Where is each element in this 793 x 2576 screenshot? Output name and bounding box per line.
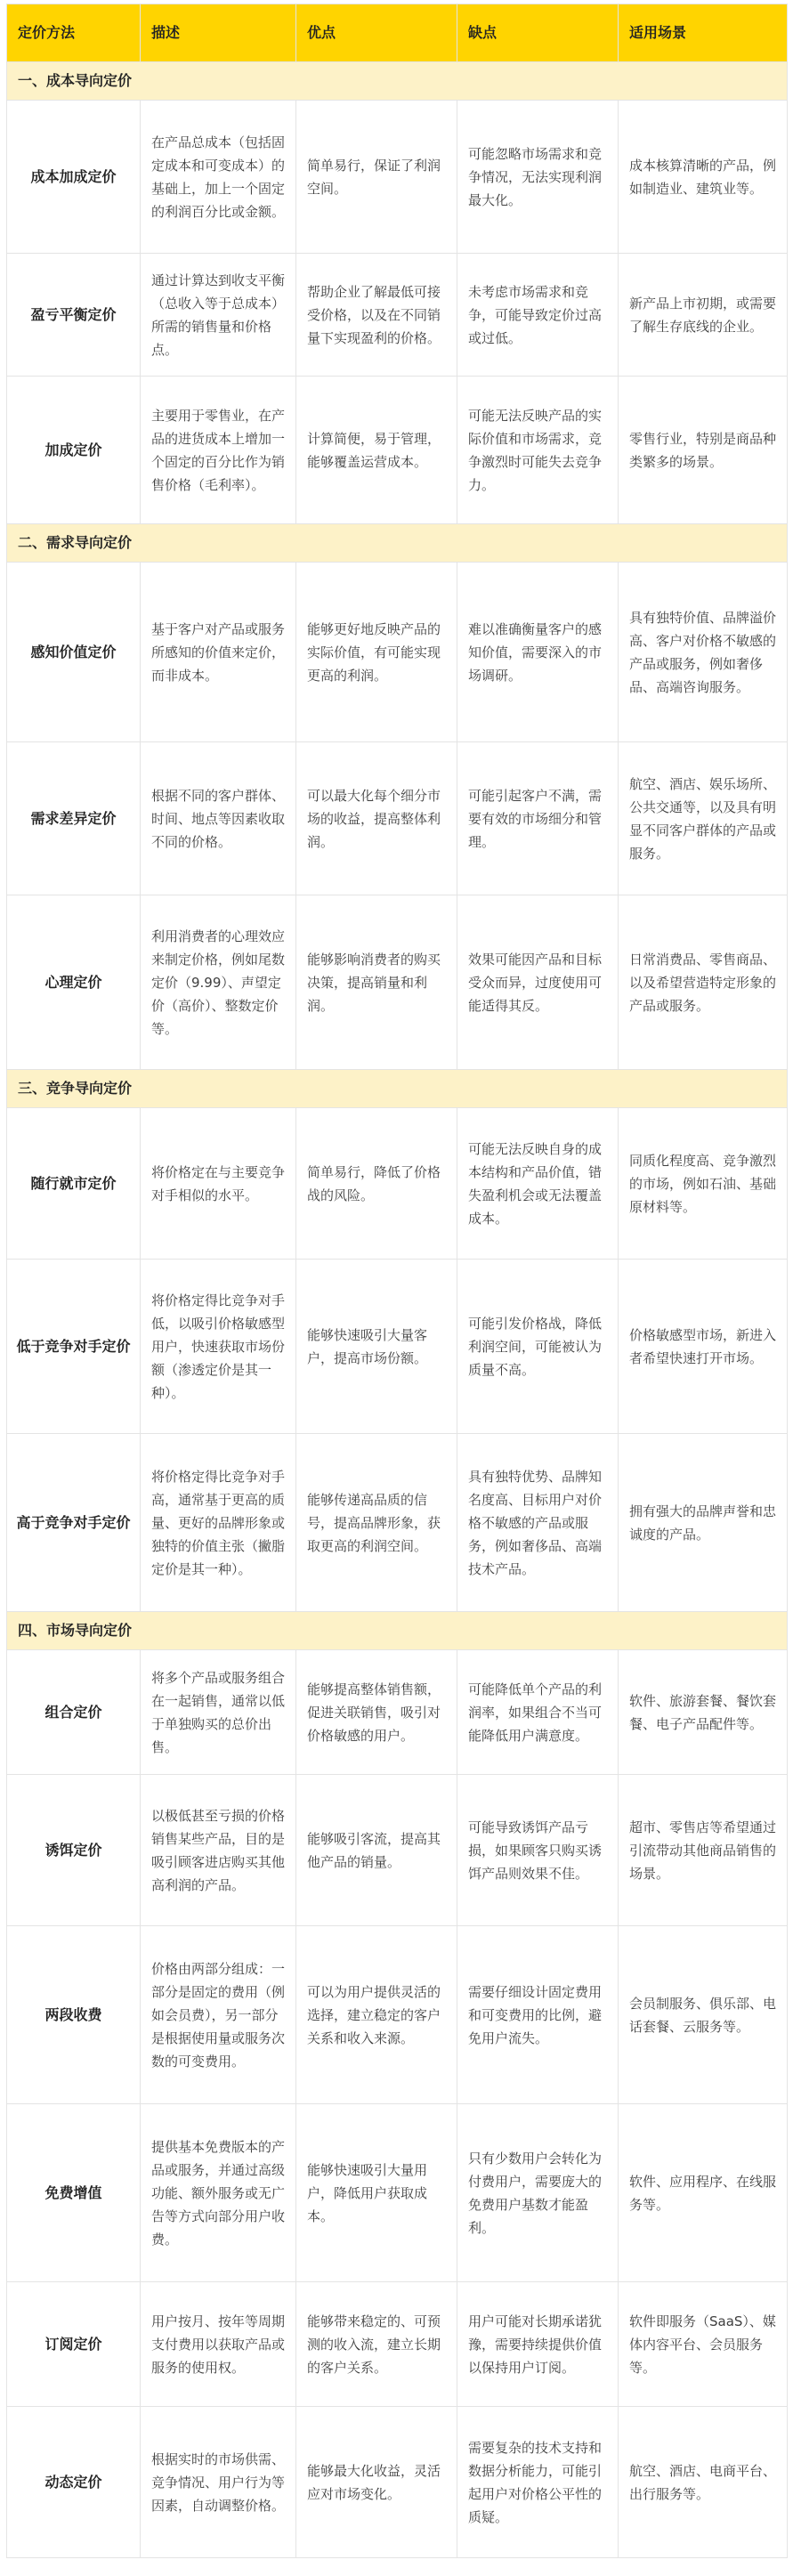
method-description: 将多个产品或服务组合在一起销售，通常以低于单独购买的总价出售。 xyxy=(141,1650,296,1775)
method-scenarios: 航空、酒店、电商平台、出行服务等。 xyxy=(619,2407,788,2558)
method-description: 将价格定得比竞争对手高，通常基于更高的质量、更好的品牌形象或独特的价值主张（撇脂定价是其一种）。 xyxy=(141,1434,296,1612)
table-row xyxy=(7,1926,788,2104)
method-description: 通过计算达到收支平衡（总收入等于总成本）所需的销售量和价格点。 xyxy=(141,254,296,377)
table-row xyxy=(7,1260,788,1434)
method-name: 动态定价 xyxy=(7,2407,141,2558)
section-title: 二、需求导向定价 xyxy=(7,524,788,563)
method-description: 根据实时的市场供需、竞争情况、用户行为等因素，自动调整价格。 xyxy=(141,2407,296,2558)
method-cons: 可能忽略市场需求和竞争情况，无法实现利润最大化。 xyxy=(457,101,619,254)
method-description: 价格由两部分组成：一部分是固定的费用（例如会员费），另一部分是根据使用量或服务次数的可变费用。 xyxy=(141,1926,296,2104)
method-pros: 可以为用户提供灵活的选择，建立稳定的客户关系和收入来源。 xyxy=(296,1926,457,2104)
method-pros: 帮助企业了解最低可接受价格，以及在不同销量下实现盈利的价格。 xyxy=(296,254,457,377)
method-scenarios: 新产品上市初期，或需要了解生存底线的企业。 xyxy=(619,254,788,377)
method-cons: 可能无法反映自身的成本结构和产品价值，错失盈利机会或无法覆盖成本。 xyxy=(457,1108,619,1260)
method-cons: 难以准确衡量客户的感知价值，需要深入的市场调研。 xyxy=(457,563,619,742)
method-pros: 能够吸引客流，提高其他产品的销量。 xyxy=(296,1775,457,1926)
method-scenarios: 成本核算清晰的产品，例如制造业、建筑业等。 xyxy=(619,101,788,254)
pricing-methods-table xyxy=(6,4,788,2558)
section-header xyxy=(7,1612,788,1650)
method-description: 以极低甚至亏损的价格销售某些产品，目的是吸引顾客进店购买其他高利润的产品。 xyxy=(141,1775,296,1926)
method-scenarios: 软件即服务（SaaS）、媒体内容平台、会员服务等。 xyxy=(619,2282,788,2407)
section-header xyxy=(7,1070,788,1108)
method-pros: 能够快速吸引大量客户，提高市场份额。 xyxy=(296,1260,457,1434)
method-description: 将价格定得比竞争对手低，以吸引价格敏感型用户，快速获取市场份额（渗透定价是其一种）。 xyxy=(141,1260,296,1434)
method-scenarios: 零售行业，特别是商品种类繁多的场景。 xyxy=(619,377,788,524)
method-pros: 能够影响消费者的购买决策，提高销量和利润。 xyxy=(296,895,457,1070)
method-description: 利用消费者的心理效应来制定价格，例如尾数定价（9.99）、声望定价（高价）、整数定价等。 xyxy=(141,895,296,1070)
method-scenarios: 软件、旅游套餐、餐饮套餐、电子产品配件等。 xyxy=(619,1650,788,1775)
section-title: 四、市场导向定价 xyxy=(7,1612,788,1650)
method-description: 基于客户对产品或服务所感知的价值来定价，而非成本。 xyxy=(141,563,296,742)
method-cons: 未考虑市场需求和竞争，可能导致定价过高或过低。 xyxy=(457,254,619,377)
section-header xyxy=(7,62,788,101)
table-body xyxy=(7,62,788,2558)
method-pros: 能够快速吸引大量用户，降低用户获取成本。 xyxy=(296,2104,457,2282)
method-pros: 简单易行，降低了价格战的风险。 xyxy=(296,1108,457,1260)
table-row xyxy=(7,1650,788,1775)
method-pros: 可以最大化每个细分市场的收益，提高整体利润。 xyxy=(296,742,457,895)
table-row xyxy=(7,1108,788,1260)
method-name: 随行就市定价 xyxy=(7,1108,141,1260)
method-scenarios: 同质化程度高、竞争激烈的市场，例如石油、基础原材料等。 xyxy=(619,1108,788,1260)
method-description: 根据不同的客户群体、时间、地点等因素收取不同的价格。 xyxy=(141,742,296,895)
method-name: 需求差异定价 xyxy=(7,742,141,895)
method-cons: 可能导致诱饵产品亏损，如果顾客只购买诱饵产品则效果不佳。 xyxy=(457,1775,619,1926)
method-cons: 具有独特优势、品牌知名度高、目标用户对价格不敏感的产品或服务，例如奢侈品、高端技术产品。 xyxy=(457,1434,619,1612)
method-pros: 计算简便，易于管理，能够覆盖运营成本。 xyxy=(296,377,457,524)
method-scenarios: 超市、零售店等希望通过引流带动其他商品销售的场景。 xyxy=(619,1775,788,1926)
table-row xyxy=(7,895,788,1070)
method-pros: 能够提高整体销售额，促进关联销售，吸引对价格敏感的用户。 xyxy=(296,1650,457,1775)
section-title: 三、竞争导向定价 xyxy=(7,1070,788,1108)
method-name: 组合定价 xyxy=(7,1650,141,1775)
table-header-row xyxy=(7,4,788,62)
method-name: 低于竞争对手定价 xyxy=(7,1260,141,1434)
table-row xyxy=(7,1434,788,1612)
method-name: 高于竞争对手定价 xyxy=(7,1434,141,1612)
method-description: 主要用于零售业，在产品的进货成本上增加一个固定的百分比作为销售价格（毛利率）。 xyxy=(141,377,296,524)
method-name: 感知价值定价 xyxy=(7,563,141,742)
method-scenarios: 软件、应用程序、在线服务等。 xyxy=(619,2104,788,2282)
method-pros: 能够更好地反映产品的实际价值，有可能实现更高的利润。 xyxy=(296,563,457,742)
method-name: 成本加成定价 xyxy=(7,101,141,254)
table-row xyxy=(7,254,788,377)
method-description: 将价格定在与主要竞争对手相似的水平。 xyxy=(141,1108,296,1260)
method-name: 诱饵定价 xyxy=(7,1775,141,1926)
header-method: 定价方法 xyxy=(7,4,141,62)
method-pros: 能够最大化收益，灵活应对市场变化。 xyxy=(296,2407,457,2558)
table-row xyxy=(7,2282,788,2407)
method-cons: 效果可能因产品和目标受众而异，过度使用可能适得其反。 xyxy=(457,895,619,1070)
table-row xyxy=(7,377,788,524)
table-row xyxy=(7,101,788,254)
method-pros: 简单易行，保证了利润空间。 xyxy=(296,101,457,254)
method-scenarios: 价格敏感型市场，新进入者希望快速打开市场。 xyxy=(619,1260,788,1434)
header-pros: 优点 xyxy=(296,4,457,62)
header-description: 描述 xyxy=(141,4,296,62)
table-row xyxy=(7,563,788,742)
table-row xyxy=(7,1775,788,1926)
method-pros: 能够带来稳定的、可预测的收入流，建立长期的客户关系。 xyxy=(296,2282,457,2407)
table-row xyxy=(7,2104,788,2282)
method-cons: 需要仔细设计固定费用和可变费用的比例，避免用户流失。 xyxy=(457,1926,619,2104)
method-cons: 只有少数用户会转化为付费用户，需要庞大的免费用户基数才能盈利。 xyxy=(457,2104,619,2282)
method-scenarios: 航空、酒店、娱乐场所、公共交通等，以及具有明显不同客户群体的产品或服务。 xyxy=(619,742,788,895)
header-cons: 缺点 xyxy=(457,4,619,62)
section-header xyxy=(7,524,788,563)
method-scenarios: 会员制服务、俱乐部、电话套餐、云服务等。 xyxy=(619,1926,788,2104)
method-name: 心理定价 xyxy=(7,895,141,1070)
method-cons: 需要复杂的技术支持和数据分析能力，可能引起用户对价格公平性的质疑。 xyxy=(457,2407,619,2558)
method-cons: 用户可能对长期承诺犹豫，需要持续提供价值以保持用户订阅。 xyxy=(457,2282,619,2407)
method-scenarios: 拥有强大的品牌声誉和忠诚度的产品。 xyxy=(619,1434,788,1612)
method-name: 两段收费 xyxy=(7,1926,141,2104)
method-name: 免费增值 xyxy=(7,2104,141,2282)
method-cons: 可能无法反映产品的实际价值和市场需求，竞争激烈时可能失去竞争力。 xyxy=(457,377,619,524)
method-cons: 可能引起客户不满，需要有效的市场细分和管理。 xyxy=(457,742,619,895)
table-row xyxy=(7,2407,788,2558)
method-name: 盈亏平衡定价 xyxy=(7,254,141,377)
pricing-methods-document xyxy=(6,4,787,2558)
section-title: 一、成本导向定价 xyxy=(7,62,788,101)
method-name: 加成定价 xyxy=(7,377,141,524)
method-description: 提供基本免费版本的产品或服务，并通过高级功能、额外服务或无广告等方式向部分用户收费。 xyxy=(141,2104,296,2282)
method-description: 用户按月、按年等周期支付费用以获取产品或服务的使用权。 xyxy=(141,2282,296,2407)
method-pros: 能够传递高品质的信号，提高品牌形象，获取更高的利润空间。 xyxy=(296,1434,457,1612)
table-row xyxy=(7,742,788,895)
method-cons: 可能降低单个产品的利润率，如果组合不当可能降低用户满意度。 xyxy=(457,1650,619,1775)
header-scenarios: 适用场景 xyxy=(619,4,788,62)
method-cons: 可能引发价格战，降低利润空间，可能被认为质量不高。 xyxy=(457,1260,619,1434)
method-description: 在产品总成本（包括固定成本和可变成本）的基础上，加上一个固定的利润百分比或金额。 xyxy=(141,101,296,254)
method-scenarios: 日常消费品、零售商品、以及希望营造特定形象的产品或服务。 xyxy=(619,895,788,1070)
method-name: 订阅定价 xyxy=(7,2282,141,2407)
method-scenarios: 具有独特价值、品牌溢价高、客户对价格不敏感的产品或服务，例如奢侈品、高端咨询服务。 xyxy=(619,563,788,742)
